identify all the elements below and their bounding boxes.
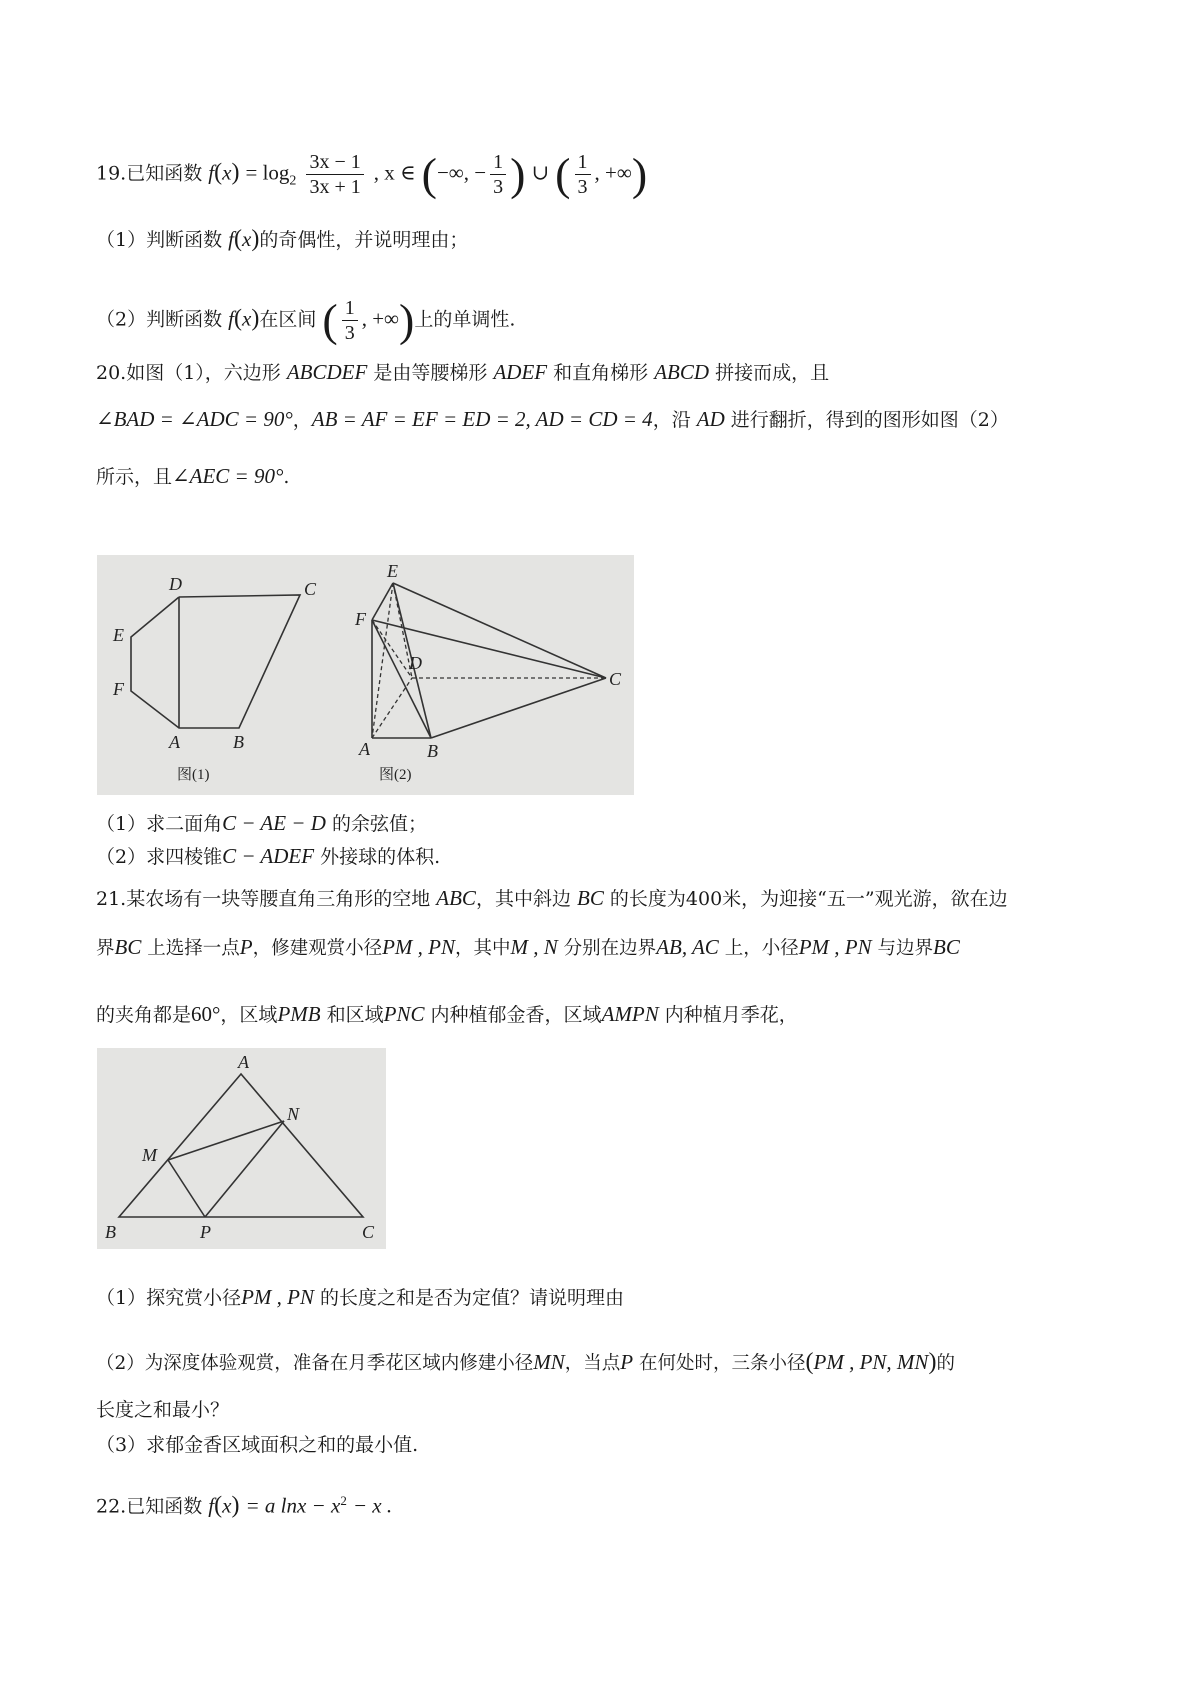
fig1-label-A: A bbox=[169, 732, 180, 752]
q20-line3: 所示，且∠AEC = 90°. bbox=[96, 464, 290, 488]
q19-fraction: $\frac{3x - 1}{3x + 1}$ bbox=[306, 150, 363, 199]
fig1-label-C: C bbox=[304, 579, 317, 599]
q21-line3: 的夹角都是60°，区域PMB 和区域PNC 内种植郁金香，区域AMPN 内种植月季花， bbox=[96, 1002, 798, 1026]
fig1-label-E: E bbox=[113, 625, 124, 645]
q20-figure bbox=[97, 555, 634, 795]
q21-line2: 界BC 上选择一点P，修建观赏小径PM , PN，其中M , N 分别在边界AB, AC 上，小径PM , PN 与边界BC bbox=[96, 935, 960, 959]
q20-part1: （1）求二面角C − AE − D 的余弦值； bbox=[96, 811, 427, 835]
fig1-label-F: F bbox=[113, 679, 124, 699]
q19-part1: （1）判断函数 f(x)的奇偶性，并说明理由； bbox=[96, 226, 469, 252]
q20-part2: （2）求四棱锥C − ADEF 外接球的体积. bbox=[96, 844, 441, 868]
fig2-label-F: F bbox=[355, 609, 366, 629]
fig2-label-B: B bbox=[427, 741, 438, 761]
fig21-label-B: B bbox=[105, 1222, 116, 1242]
fig1-caption: 图(1) bbox=[177, 767, 210, 783]
fig21-label-P: P bbox=[200, 1222, 211, 1242]
fig2-label-E: E bbox=[387, 561, 398, 581]
q19-statement: 19.已知函数 $f(x) = \log_2$ $\frac{3x - 1}{3x + 1}$ , x ∈ (−∞, − $\frac{1}{3}$ ) ∪ ( $\frac{1}{3}$ , +∞) bbox=[96, 148, 648, 200]
q19-part2: （2）判断函数 f(x)在区间 ( $\frac{1}{3}$ , +∞)上的单调性. bbox=[96, 294, 516, 346]
fig1-label-B: B bbox=[233, 732, 244, 752]
q20-figure-svg bbox=[97, 555, 634, 795]
q20-line1: 20.如图（1），六边形 ABCDEF 是由等腰梯形 ADEF 和直角梯形 ABCD 拼接而成，且 bbox=[96, 360, 830, 384]
fig2-caption: 图(2) bbox=[379, 767, 412, 783]
q21-figure-svg bbox=[97, 1048, 386, 1249]
q21-part1: （1）探究赏小径PM , PN 的长度之和是否为定值？请说明理由 bbox=[96, 1285, 625, 1309]
fig21-label-N: N bbox=[287, 1104, 300, 1124]
q22-statement: 22.已知函数 f(x) = a $\ln x - x^2 - x$ . bbox=[96, 1492, 393, 1519]
q21-part2-cont: 长度之和最小？ bbox=[96, 1399, 230, 1421]
q20-line2: ∠BAD = ∠ADC = 90°，AB = AF = EF = ED = 2, AD = CD = 4，沿 AD 进行翻折，得到的图形如图（2） bbox=[96, 407, 1009, 431]
fig21-label-A: A bbox=[238, 1052, 249, 1072]
fig1-label-D: D bbox=[169, 574, 182, 594]
q21-part2: （2）为深度体验观赏，准备在月季花区域内修建小径MN，当点P 在何处时，三条小径(PM , PN, MN)的 bbox=[96, 1349, 955, 1375]
fig2-label-A: A bbox=[359, 739, 370, 759]
fig21-label-C: C bbox=[362, 1222, 375, 1242]
fig21-label-M: M bbox=[142, 1145, 157, 1165]
fig2-label-C: C bbox=[609, 669, 622, 689]
fig2-label-D: D bbox=[409, 653, 422, 673]
q21-part3: （3）求郁金香区域面积之和的最小值. bbox=[96, 1434, 419, 1456]
q21-figure bbox=[97, 1048, 386, 1249]
q21-line1: 21.某农场有一块等腰直角三角形的空地 ABC，其中斜边 BC 的长度为400米，为迎接“五一”观光游，欲在边 bbox=[96, 886, 1008, 910]
